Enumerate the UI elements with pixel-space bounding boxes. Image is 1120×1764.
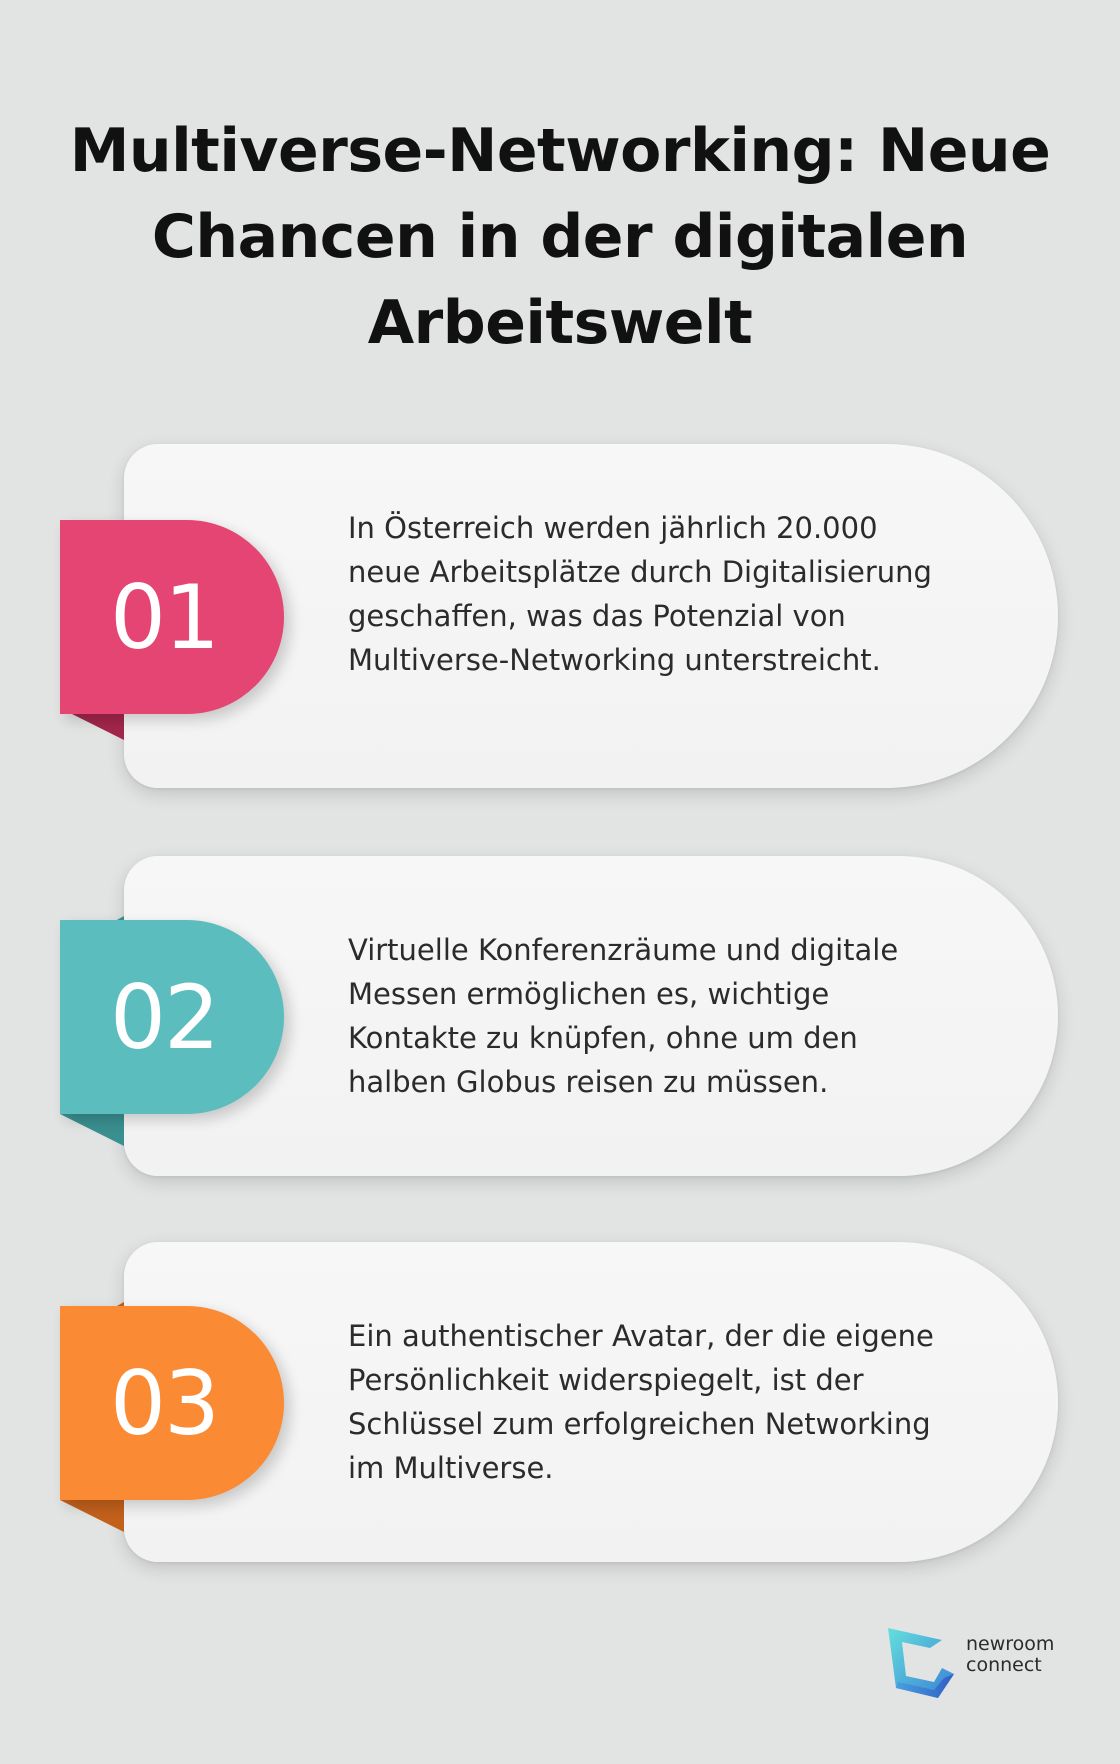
card-text-3: Ein authentischer Avatar, der die eigene Persönlichkeit widerspiegelt, ist der Schlüssel zum erfolgreichen Networking im Multiverse. bbox=[348, 1319, 934, 1485]
number-badge-3 bbox=[60, 1306, 284, 1500]
newroom-connect-logo-icon bbox=[884, 1626, 968, 1700]
brand-logo bbox=[884, 1626, 1084, 1706]
ribbon-fold-bottom-2 bbox=[60, 1114, 124, 1178]
logo-line-1: newroom bbox=[966, 1633, 1055, 1655]
number-badge-2 bbox=[60, 920, 284, 1114]
badge-number-3: 03 bbox=[110, 1351, 218, 1455]
logo-line-2: connect bbox=[966, 1654, 1042, 1676]
ribbon-fold-bottom-1 bbox=[60, 708, 124, 784]
page-title: Multiverse-Networking: Neue Chancen in der digitalen Arbeitswelt bbox=[69, 116, 1051, 358]
number-badge-1 bbox=[60, 520, 284, 714]
ribbon-fold-bottom-3 bbox=[60, 1500, 124, 1564]
card-text-1: In Österreich werden jährlich 20.000 neue Arbeitsplätze durch Digitalisierung geschaffen, was das Potenzial von Multiverse-Networking unterstreicht. bbox=[348, 511, 932, 677]
badge-number-1: 01 bbox=[110, 565, 218, 669]
badge-number-2: 02 bbox=[110, 965, 218, 1069]
card-text-2: Virtuelle Konferenzräume und digitale Messen ermöglichen es, wichtige Kontakte zu knüpfen, ohne um den halben Globus reisen zu müssen. bbox=[348, 933, 899, 1099]
logo-text bbox=[966, 1634, 1054, 1676]
